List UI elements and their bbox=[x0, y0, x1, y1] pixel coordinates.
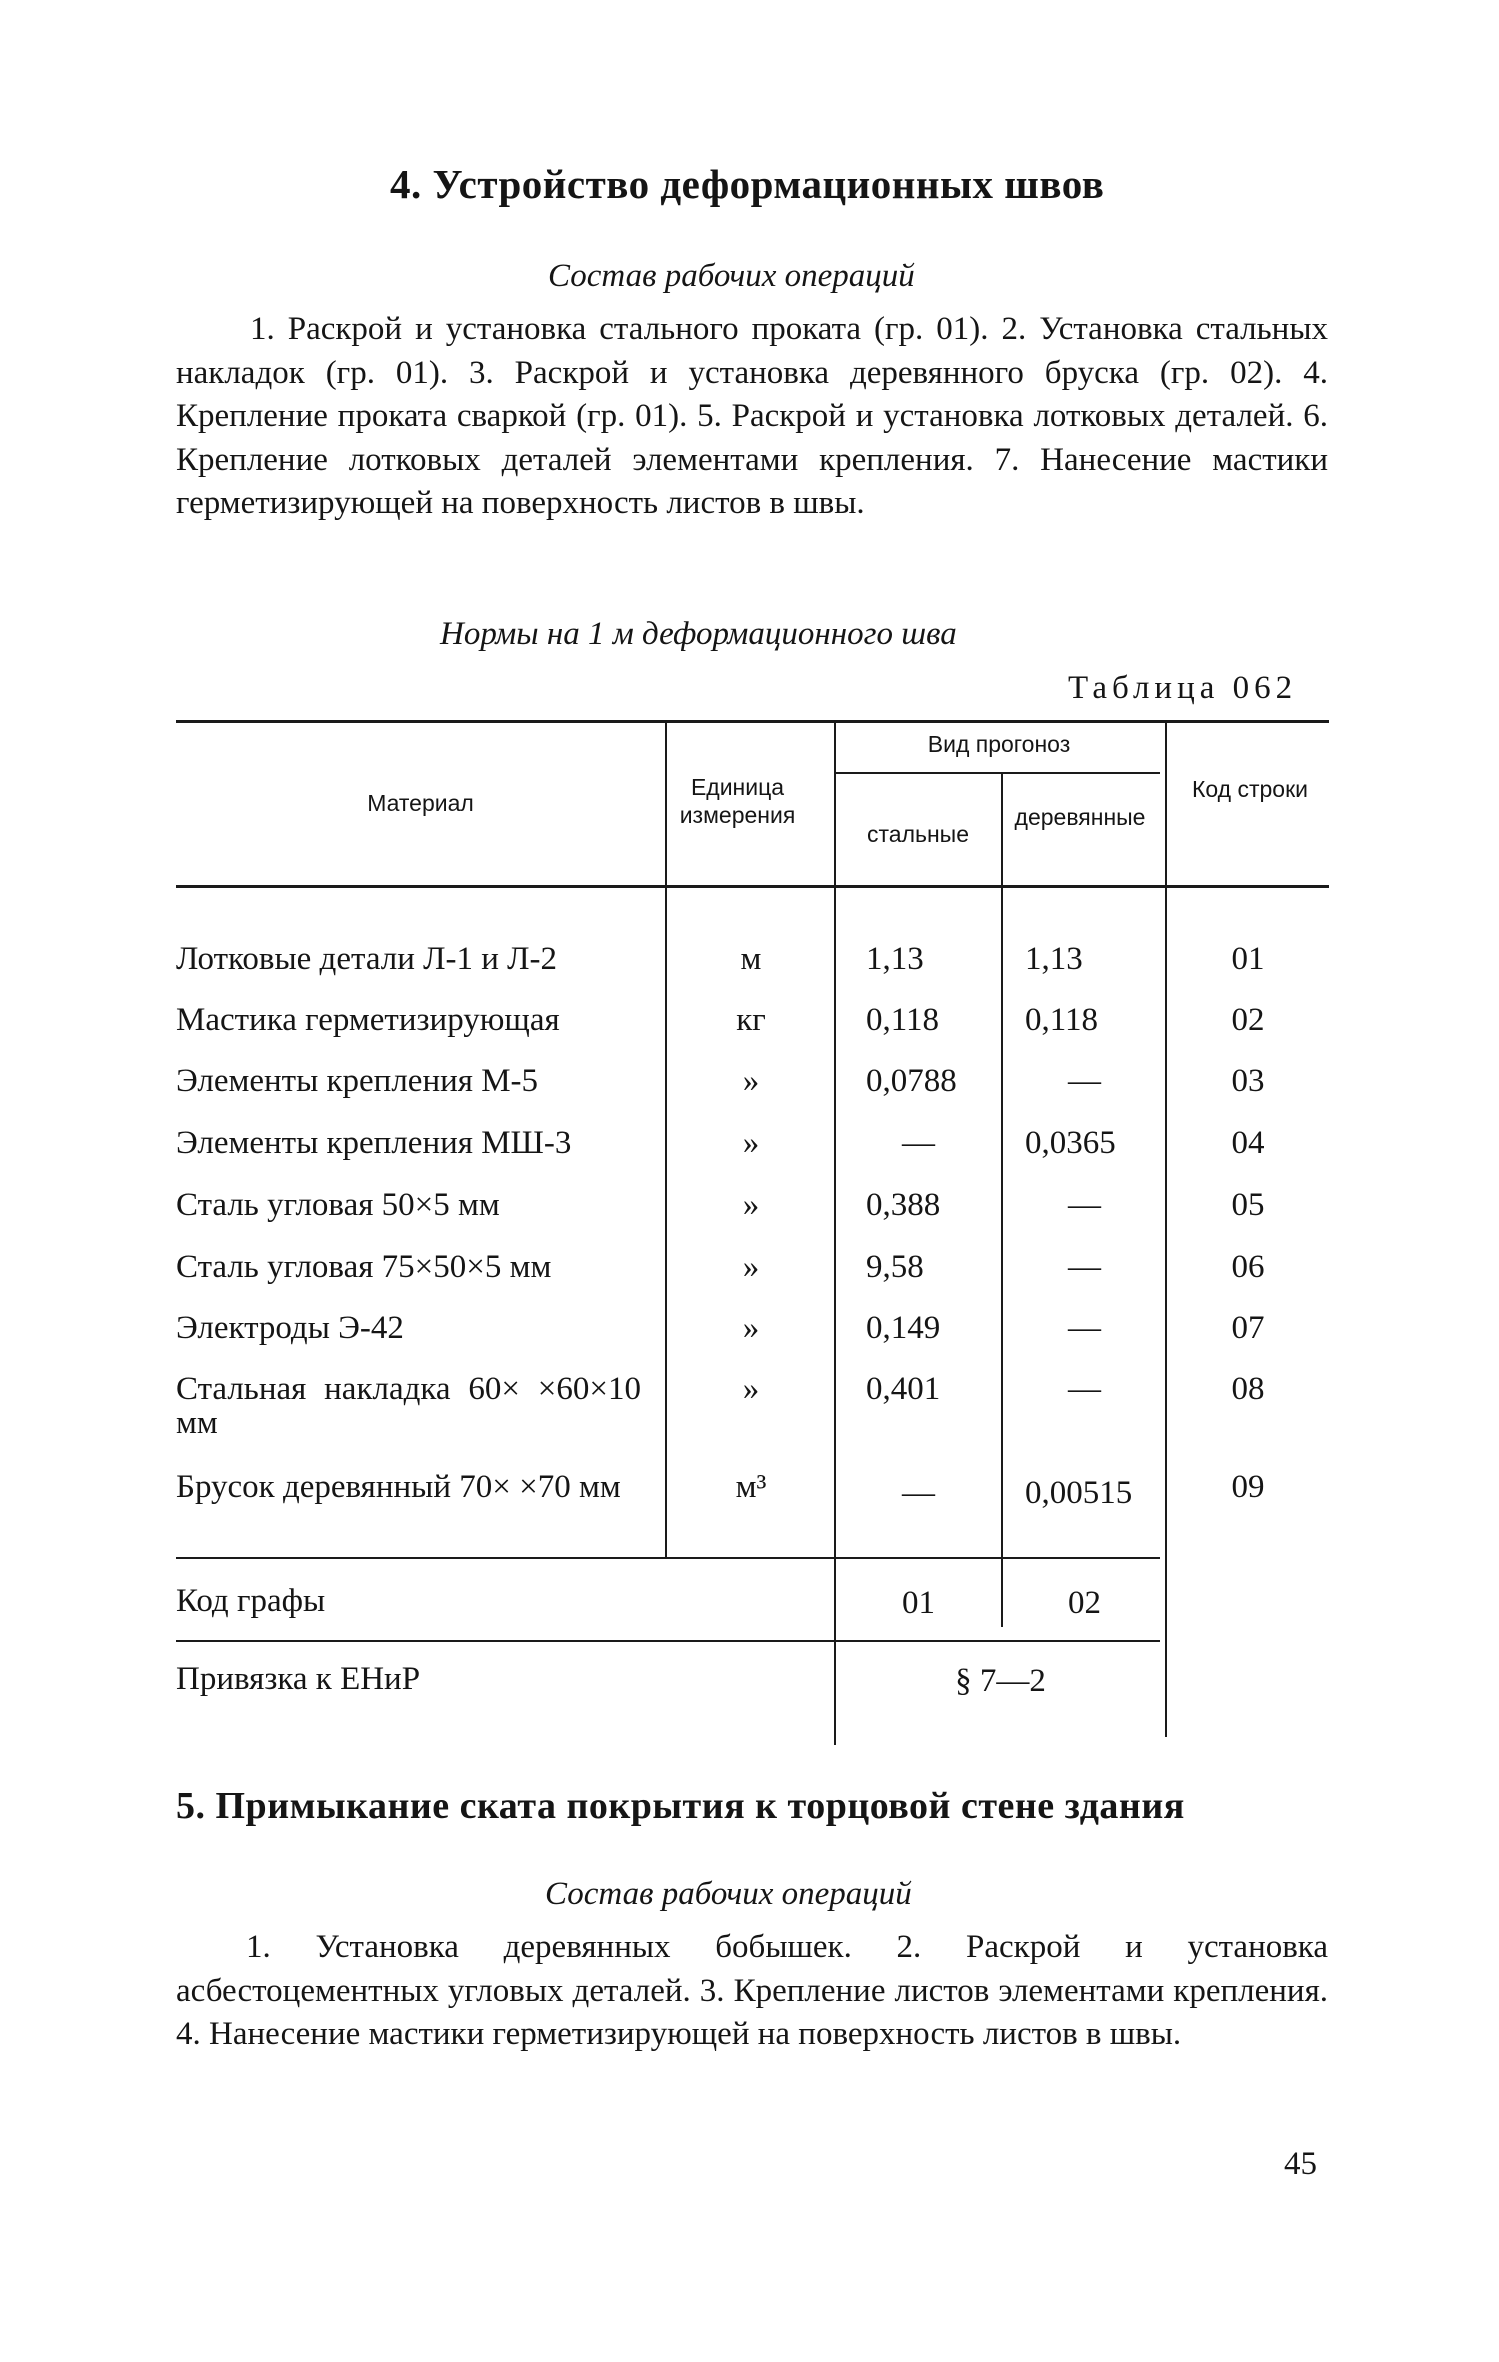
graph-code-label: Код графы bbox=[176, 1583, 326, 1619]
row-wood: 0,0365 bbox=[1025, 1125, 1116, 1161]
row-unit: » bbox=[742, 1371, 760, 1407]
row-material: Электроды Э-42 bbox=[176, 1310, 404, 1346]
section-5-title: 5. Примыкание ската покрытия к торцовой стене здания bbox=[176, 1785, 1185, 1827]
row-unit: » bbox=[742, 1249, 760, 1285]
row-steel: 0,0788 bbox=[866, 1063, 957, 1099]
row-wood: 1,13 bbox=[1025, 941, 1083, 977]
enir-value: § 7—2 bbox=[955, 1663, 1046, 1699]
row-wood: 0,00515 bbox=[1025, 1475, 1133, 1511]
graph-code-steel: 01 bbox=[902, 1585, 935, 1621]
graph-code-wood: 02 bbox=[1068, 1585, 1101, 1621]
table-number: Таблица 062 bbox=[1068, 670, 1298, 706]
row-unit: » bbox=[742, 1125, 760, 1161]
row-unit: » bbox=[742, 1187, 760, 1223]
row-steel: 0,401 bbox=[866, 1371, 941, 1407]
row-material: Элементы крепления МШ-3 bbox=[176, 1125, 572, 1161]
row-material: Брусок деревянный 70× ×70 мм bbox=[176, 1469, 621, 1505]
row-steel: 0,118 bbox=[866, 1002, 940, 1038]
header-code: Код строки bbox=[1191, 776, 1309, 802]
row-steel: 9,58 bbox=[866, 1249, 924, 1285]
row-material: Лотковые детали Л-1 и Л-2 bbox=[176, 941, 558, 977]
row-unit: кг bbox=[736, 1002, 766, 1038]
header-steel: стальные bbox=[867, 821, 969, 847]
row-code: 05 bbox=[1231, 1187, 1265, 1223]
row-unit: м bbox=[740, 941, 762, 977]
row-code: 04 bbox=[1231, 1125, 1265, 1161]
section-4-ops-text: 1. Раскрой и установка стального проката (гр. 01). 2. Установка стальных накладок (гр. 01). 3. Раскрой и установка деревянного бруска (гр. 02). 4. Крепление проката сваркой (гр. 01). 5. Раскрой и установка лотковых деталей. 6. Крепление лотковых деталей элементами крепления. 7. Нанесение мастики герметизирующей на поверхность листов в швы. bbox=[176, 311, 1328, 521]
row-code: 02 bbox=[1231, 1002, 1265, 1038]
section-4-ops-heading: Состав рабочих операций bbox=[548, 258, 915, 294]
row-steel: — bbox=[902, 1125, 935, 1161]
row-unit: » bbox=[742, 1310, 760, 1346]
row-wood: — bbox=[1068, 1371, 1101, 1407]
row-code: 08 bbox=[1231, 1371, 1265, 1407]
row-wood: — bbox=[1068, 1249, 1101, 1285]
row-material: Элементы крепления М-5 bbox=[176, 1063, 539, 1099]
norms-heading: Нормы на 1 м деформационного шва bbox=[440, 616, 957, 652]
row-code: 06 bbox=[1231, 1249, 1265, 1285]
row-code: 07 bbox=[1231, 1310, 1265, 1346]
header-group: Вид прогоноз bbox=[927, 731, 1071, 757]
enir-label: Привязка к ЕНиР bbox=[176, 1661, 421, 1697]
row-unit: м³ bbox=[735, 1469, 767, 1505]
page-number: 45 bbox=[1284, 2146, 1317, 2182]
row-wood: — bbox=[1068, 1310, 1101, 1346]
row-material: Сталь угловая 50×5 мм bbox=[176, 1187, 500, 1223]
row-code: 03 bbox=[1231, 1063, 1265, 1099]
section-4-title: 4. Устройство деформационных швов bbox=[390, 161, 1105, 207]
row-steel: 0,388 bbox=[866, 1187, 941, 1223]
header-material: Материал bbox=[367, 790, 474, 816]
row-material: Стальная накладка 60× ×60×10 мм bbox=[176, 1371, 641, 1441]
section-5-ops-text: 1. Установка деревянных бобышек. 2. Раскрой и установка асбестоцементных угловых деталей. 3. Крепление листов элементами крепления. 4. Нанесение мастики герметизирующей на поверхность листов в швы. bbox=[176, 1929, 1328, 2052]
row-steel: 0,149 bbox=[866, 1310, 941, 1346]
row-material: Мастика герметизирующая bbox=[176, 1002, 560, 1038]
row-wood: — bbox=[1068, 1187, 1101, 1223]
row-steel: — bbox=[902, 1475, 935, 1511]
row-wood: 0,118 bbox=[1025, 1002, 1099, 1038]
row-material: Сталь угловая 75×50×5 мм bbox=[176, 1249, 552, 1285]
row-unit: » bbox=[742, 1063, 760, 1099]
row-code: 09 bbox=[1231, 1469, 1265, 1505]
row-steel: 1,13 bbox=[866, 941, 924, 977]
row-code: 01 bbox=[1231, 941, 1265, 977]
header-unit: Единица измерения bbox=[679, 774, 796, 828]
header-wood: деревянные bbox=[1014, 804, 1146, 830]
row-wood: — bbox=[1068, 1063, 1101, 1099]
section-5-ops-heading: Состав рабочих операций bbox=[545, 1876, 912, 1912]
